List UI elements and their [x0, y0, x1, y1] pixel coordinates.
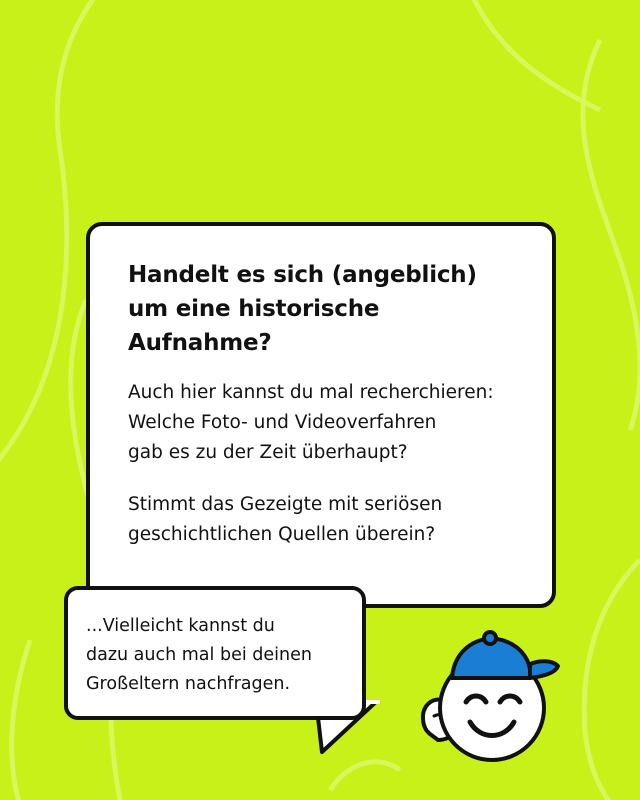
paragraph-line: gab es zu der Zeit überhaupt? [128, 442, 408, 463]
paragraph-line: Welche Foto- und Videoverfahren [128, 412, 437, 433]
main-speech-card [86, 222, 556, 608]
card-paragraph-2 [128, 490, 518, 550]
baseball-cap-icon [452, 632, 558, 678]
mascot-character [404, 616, 564, 776]
small-bubble-line: ...Vielleicht kannst du [86, 616, 275, 636]
card-title-line: Handelt es sich (angeblich) [128, 262, 477, 288]
card-title [128, 258, 518, 360]
paragraph-line: geschichtlichen Quellen überein? [128, 524, 436, 545]
small-bubble-line: Großeltern nachfragen. [86, 674, 291, 694]
small-bubble-content [68, 590, 362, 699]
small-bubble-text [86, 612, 342, 699]
main-card-content [90, 226, 552, 550]
card-paragraph-1 [128, 378, 518, 468]
card-title-line: Aufnahme? [128, 330, 272, 356]
small-speech-bubble [64, 586, 366, 720]
paragraph-line: Auch hier kannst du mal recherchieren: [128, 382, 494, 403]
card-title-line: um eine historische [128, 296, 380, 322]
small-bubble-line: dazu auch mal bei deinen [86, 645, 312, 665]
paragraph-line: Stimmt das Gezeigte mit seriösen [128, 494, 443, 515]
